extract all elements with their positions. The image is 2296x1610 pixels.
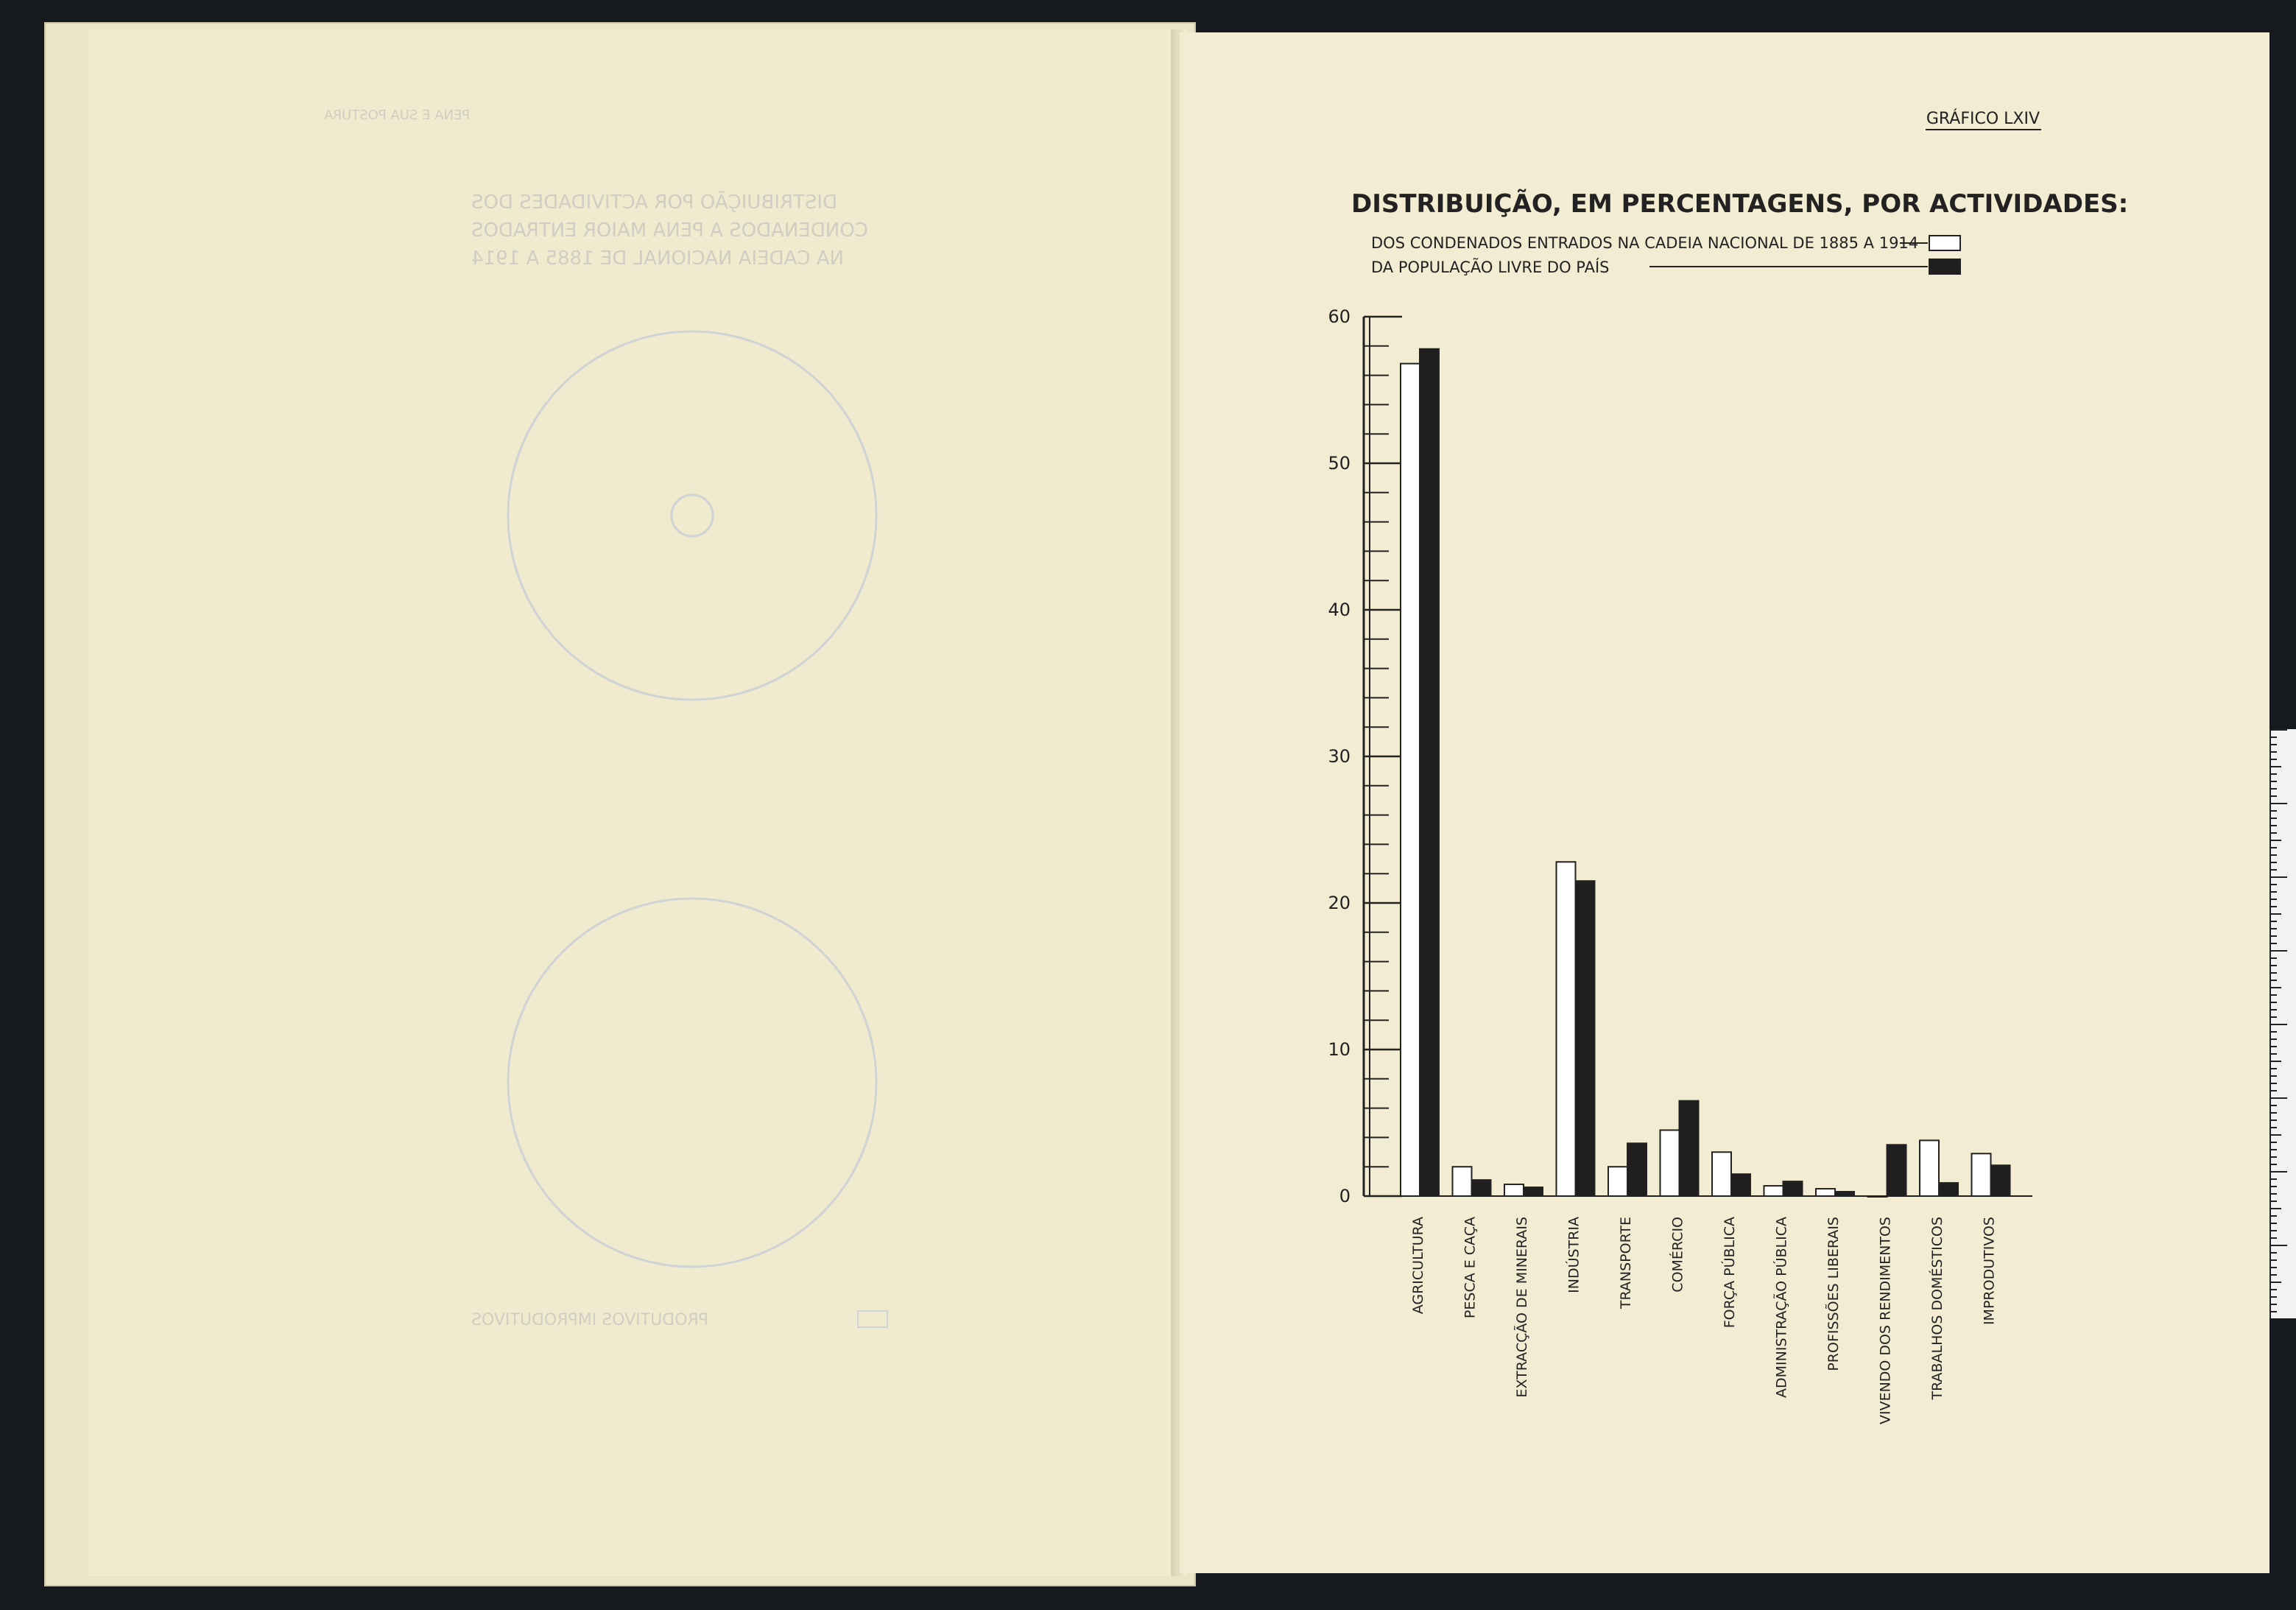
bar-populacao (1420, 349, 1439, 1196)
bar-populacao (1835, 1192, 1854, 1196)
bar-populacao (1939, 1183, 1958, 1196)
y-tick-label: 60 (1328, 306, 1351, 327)
x-category-label: VIVENDO DOS RENDIMENTOS (1877, 1217, 1894, 1425)
x-category-label: PESCA E CAÇA (1462, 1217, 1479, 1319)
x-category-label: EXTRACÇÃO DE MINERAIS (1514, 1217, 1530, 1398)
legend-label-series-2: DA POPULAÇÃO LIVRE DO PAÍS (1371, 259, 1610, 276)
x-category-label: IMPRODUTIVOS (1981, 1217, 1998, 1326)
bar-condenados (1972, 1153, 1991, 1196)
bar-populacao (1783, 1181, 1803, 1196)
bar-condenados (1453, 1167, 1472, 1196)
bar-condenados (1920, 1140, 1939, 1196)
x-category-label: TRANSPORTE (1618, 1217, 1634, 1310)
x-category-label: FORÇA PÚBLICA (1722, 1217, 1738, 1329)
chart-title: DISTRIBUIÇÃO, EM PERCENTAGENS, POR ACTIVIDADES: (1351, 189, 2129, 219)
bar-condenados (1401, 364, 1420, 1196)
y-tick-label: 50 (1328, 453, 1351, 474)
figure-id: GRÁFICO LXIV (1926, 110, 2040, 128)
left-footer-legend: PRODUTIVOS IMPRODUTIVOS (471, 1311, 709, 1329)
bar-populacao (1991, 1165, 2010, 1196)
left-title-2: CONDENADOS A PENA MAIOR ENTRADOS (471, 219, 868, 242)
bar-condenados (1661, 1130, 1680, 1196)
x-category-label: INDÚSTRIA (1566, 1217, 1582, 1293)
bar-condenados (1764, 1186, 1783, 1196)
y-tick-label: 30 (1328, 746, 1351, 767)
legend-swatch-light (1929, 236, 1960, 250)
x-category-label: COMÉRCIO (1669, 1217, 1686, 1293)
bar-condenados (1712, 1152, 1731, 1196)
bar-populacao (1627, 1143, 1647, 1196)
bar-populacao (1731, 1174, 1750, 1196)
bar-populacao (1576, 881, 1595, 1196)
bar-condenados (1504, 1184, 1524, 1196)
bar-condenados (1608, 1167, 1627, 1196)
bar-populacao (1680, 1101, 1699, 1196)
x-category-label: ADMINISTRAÇÃO PÚBLICA (1773, 1217, 1790, 1398)
legend-swatch-dark (1929, 259, 1960, 274)
bar-condenados (1557, 862, 1576, 1196)
y-tick-label: 0 (1339, 1186, 1351, 1206)
y-tick-label: 10 (1328, 1039, 1351, 1060)
left-title-1: DISTRIBUIÇÃO POR ACTIVIDADES DOS (471, 191, 838, 214)
legend-label-series-1: DOS CONDENADOS ENTRADOS NA CADEIA NACIONAL DE 1885 A 1914 (1371, 234, 1919, 252)
x-category-label: AGRICULTURA (1410, 1217, 1426, 1315)
x-category-label: PROFISSÕES LIBERAIS (1825, 1217, 1842, 1371)
left-header: PENA E SUA POSTURA (324, 108, 471, 123)
bar-populacao (1472, 1180, 1491, 1196)
bar-condenados (1816, 1189, 1835, 1196)
x-category-label: TRABALHOS DOMÉSTICOS (1929, 1217, 1945, 1400)
left-title-3: NA CADEIA NACIONAL DE 1885 A 1914 (471, 247, 845, 270)
bar-populacao (1524, 1187, 1543, 1196)
bar-populacao (1887, 1145, 1906, 1196)
y-tick-label: 20 (1328, 893, 1351, 913)
bar-condenados (1868, 1196, 1887, 1197)
y-tick-label: 40 (1328, 600, 1351, 620)
